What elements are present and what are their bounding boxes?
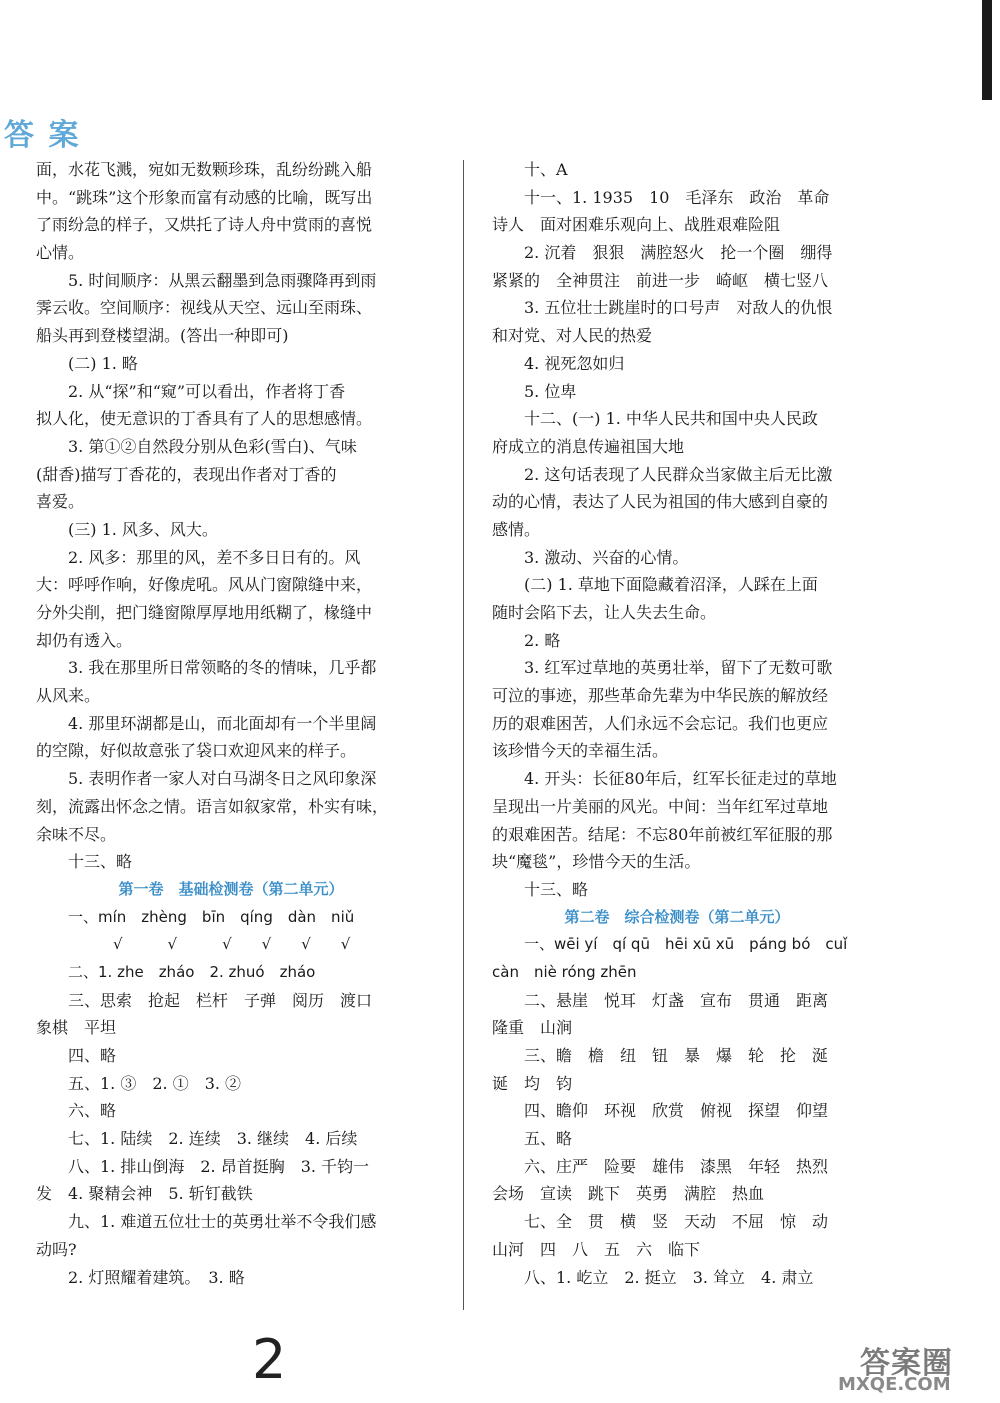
watermark-url: MXQE.COM [838, 1374, 951, 1395]
text-line: 3. 红军过草地的英勇壮举，留下了无数可歌 [524, 658, 833, 678]
text-line: 3. 我在那里所日常领略的冬的情味，几乎都 [68, 658, 377, 678]
text-line: 四、瞻仰 环视 欣赏 俯视 探望 仰望 [524, 1101, 829, 1121]
text-line: 十二、(一) 1. 中华人民共和国中央人民政 [524, 409, 818, 429]
text-line: 诗人 面对困难乐观向上、战胜艰难险阻 [492, 215, 781, 235]
text-line: 3. 激动、兴奋的心情。 [524, 547, 689, 567]
text-line: 隆重 山涧 [492, 1018, 573, 1038]
watermark-logo-text: 答案圈 [860, 1346, 953, 1381]
text-line: 十三、略 [68, 852, 133, 872]
column-divider [463, 160, 464, 1310]
text-line: 船头再到登楼望湖。(答出一种即可) [36, 326, 289, 346]
text-line: 2. 灯照耀着建筑。 3. 略 [68, 1267, 245, 1287]
text-line: 了雨纷急的样子，又烘托了诗人舟中赏雨的喜悦 [36, 215, 373, 235]
text-line: 府成立的消息传遍祖国大地 [492, 436, 685, 456]
text-line: 的空隙，好似故意张了袋口欢迎风来的样子。 [36, 741, 357, 761]
text-line: 一、wēi yí qí qū hēi xū xū páng bó cuǐ [524, 935, 848, 954]
text-line: 分外尖削，把门缝窗隙厚厚地用纸糊了，椽缝中 [36, 603, 373, 622]
section-title: 第一卷 基础检测卷（第二单元） [118, 879, 344, 898]
text-line: 三、思索 抢起 栏杆 子弹 阅历 渡口 [68, 990, 373, 1010]
text-line: 七、全 贯 横 竖 天动 不屈 惊 动 [524, 1212, 829, 1232]
text-line: 5. 时间顺序：从黑云翻墨到急雨骤降再到雨 [68, 270, 377, 290]
text-line: 四、略 [68, 1046, 117, 1065]
text-line: 3. 五位壮士跳崖时的口号声 对敌人的仇恨 [524, 298, 833, 318]
text-line: 和对党、对人民的热爱 [492, 326, 653, 346]
page-number: 2 [252, 1328, 287, 1391]
text-line: 一、mín zhèng bīn qíng dàn niǔ [68, 907, 355, 926]
text-line: 余味不尽。 [36, 824, 117, 844]
text-line: 2. 从“探”和“窥”可以看出，作者将丁香 [68, 381, 346, 401]
watermark-logo [832, 1338, 994, 1394]
text-line: 历的艰难困苦，人们永远不会忘记。我们也更应 [492, 713, 829, 733]
text-line: 2. 沉着 狠狠 满腔怒火 抡一个圈 绷得 [524, 243, 833, 263]
text-line: 动吗? [36, 1239, 77, 1259]
text-line: 2. 这句话表现了人民群众当家做主后无比激 [524, 464, 833, 484]
text-line: 会场 宣读 跳下 英勇 满腔 热血 [492, 1184, 765, 1204]
right-column [492, 156, 862, 1291]
text-line: 5. 表明作者一家人对白马湖冬日之风印象深 [68, 769, 377, 789]
text-line: 中。“跳珠”这个形象而富有动感的比喻，既写出 [36, 187, 373, 207]
text-line: 喜爱。 [36, 492, 85, 512]
text-line: 心情。 [36, 243, 85, 263]
text-line: 5. 位卑 [524, 381, 577, 401]
text-line: √ √ √ √ √ √ [68, 935, 351, 954]
text-line: 可泣的事迹，那些革命先辈为中华民族的解放经 [492, 686, 829, 706]
text-line: 动的心情，表达了人民为祖国的伟大感到自豪的 [492, 492, 829, 512]
text-line: 六、庄严 险要 雄伟 漆黑 年轻 热烈 [524, 1156, 829, 1176]
text-line: (甜香)描写丁香花的，表现出作者对丁香的 [36, 464, 337, 484]
text-line: 发 4. 聚精会神 5. 斩钉截铁 [36, 1184, 253, 1204]
text-line: 五、略 [524, 1129, 573, 1149]
text-line: 的艰难困苦。结尾：不忘80年前被红军征服的那 [492, 824, 833, 844]
text-line: (三) 1. 风多、风大。 [68, 519, 218, 539]
text-line: càn niè róng zhēn [492, 962, 637, 981]
text-line: 诞 均 钧 [492, 1073, 573, 1093]
text-line: 七、1. 陆续 2. 连续 3. 继续 4. 后续 [68, 1129, 358, 1149]
text-line: 象棋 平坦 [36, 1018, 117, 1038]
text-line: 九、1. 难道五位壮士的英勇壮举不令我们感 [68, 1212, 377, 1232]
text-line: 面，水花飞溅，宛如无数颗珍珠，乱纷纷跳入船 [36, 160, 373, 179]
text-line: 随时会陷下去，让人失去生命。 [492, 603, 717, 622]
left-column [36, 156, 426, 1291]
text-line: 块“魔毯”，珍惜今天的生活。 [492, 852, 701, 872]
text-line: 十三、略 [524, 879, 589, 899]
text-line: 八、1. 屹立 2. 挺立 3. 耸立 4. 肃立 [524, 1267, 814, 1287]
text-line: 感情。 [492, 519, 541, 539]
text-line: 刻，流露出怀念之情。语言如叙家常，朴实有味， [36, 796, 389, 816]
text-line: 4. 开头：长征80年后，红军长征走过的草地 [524, 769, 837, 789]
text-line: 紧紧的 全神贯注 前进一步 崎岖 横七竖八 [492, 270, 829, 290]
text-line: 八、1. 排山倒海 2. 昂首挺胸 3. 千钧一 [68, 1156, 370, 1176]
text-line: 拟人化，使无意识的丁香具有了人的思想感情。 [36, 409, 373, 429]
text-line: 二、悬崖 悦耳 灯盏 宣布 贯通 距离 [524, 990, 829, 1010]
text-line: 该珍惜今天的幸福生活。 [492, 741, 669, 761]
text-line: 4. 视死忽如归 [524, 353, 625, 373]
text-line: 山河 四 八 五 六 临下 [492, 1239, 701, 1259]
text-line: 十、A [524, 160, 568, 179]
text-line: 呈现出一片美丽的风光。中间：当年红军过草地 [492, 796, 829, 816]
text-line: 三、瞻 檐 纽 钮 暴 爆 轮 抡 涎 [524, 1046, 829, 1065]
answer-header: 答 案 [4, 118, 81, 153]
text-line: 4. 那里环湖都是山，而北面却有一个半里阔 [68, 713, 377, 733]
text-line: 却仍有透入。 [36, 630, 133, 650]
text-line: 大：呼呼作响，好像虎吼。风从门窗隙缝中来， [36, 575, 373, 595]
text-line: 五、1. ③ 2. ① 3. ② [68, 1073, 242, 1093]
text-line: 霁云收。空间顺序：视线从天空、远山至雨珠、 [36, 298, 373, 318]
text-line: 二、1. zhe zháo 2. zhuó zháo [68, 962, 316, 981]
text-line: 3. 第①②自然段分别从色彩(雪白)、气味 [68, 436, 357, 456]
text-line: 2. 略 [524, 630, 561, 650]
text-line: (二) 1. 略 [68, 353, 138, 373]
page-edge-bar [982, 0, 992, 100]
text-line: 十一、1. 1935 10 毛泽东 政治 革命 [524, 187, 830, 207]
text-line: 2. 风多：那里的风，差不多日日有的。风 [68, 547, 361, 567]
text-line: (二) 1. 草地下面隐藏着沼泽，人踩在上面 [524, 575, 818, 595]
text-line: 从风来。 [36, 686, 101, 706]
text-line: 六、略 [68, 1101, 117, 1121]
section-title: 第二卷 综合检测卷（第二单元） [564, 907, 790, 926]
